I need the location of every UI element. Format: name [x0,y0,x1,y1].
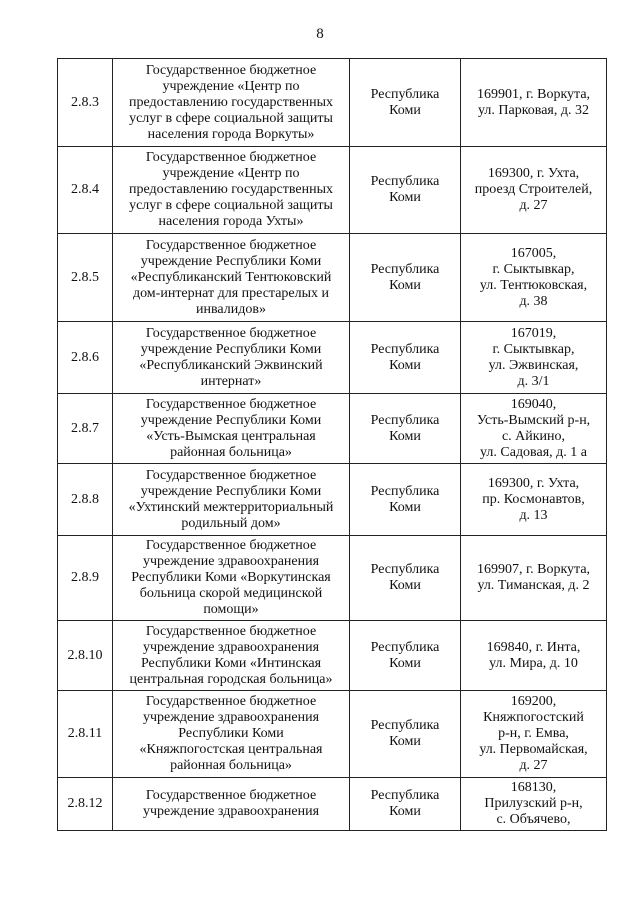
row-number: 2.8.5 [58,234,113,322]
address [461,234,607,322]
address-line: ул. Тиманская, д. 2 [477,578,590,593]
name-line: предоставлению государственных [129,182,333,197]
address-line: 169901, г. Воркута, [476,86,591,102]
region [350,322,461,394]
region-line: Коми [389,734,421,749]
region-line: Коми [389,578,421,593]
row-number: 2.8.6 [58,322,113,394]
address-line: 169200, [510,694,557,709]
address-line: ул. Парковая, д. 32 [478,102,589,118]
institution-name [113,322,350,394]
address-line: д. 27 [519,198,548,213]
region [350,778,461,831]
address [461,464,607,536]
institutions-table [57,58,607,831]
name-line: учреждение здравоохранения [142,710,320,725]
name-line: Государственное бюджетное [145,325,317,341]
address-line: 169040, [510,396,557,412]
address-line: с. Айкино, [501,428,566,444]
name-line: населения города Воркуты» [147,126,315,142]
region-line: Республика [370,174,440,189]
row-number: 2.8.7 [58,394,113,464]
table-row [58,394,607,464]
region-line: Республика [370,788,440,803]
region-line: Коми [389,655,421,671]
institution-name [113,778,350,831]
address-line: проезд Строителей, [474,182,593,197]
row-number: 2.8.4 [58,147,113,234]
address-line: г. Сыктывкар, [492,261,575,277]
table-row [58,147,607,234]
region [350,234,461,322]
name-line: учреждение Республики Коми [140,483,322,499]
region-line: Коми [389,428,421,444]
region [350,621,461,691]
address-line: 169300, г. Ухта, [487,166,580,181]
name-line: учреждение Республики Коми [140,412,322,428]
row-number: 2.8.11 [58,691,113,778]
region-line: Республика [370,639,440,655]
table-row [58,536,607,621]
address-line: ул. Эжвинская, [488,357,579,373]
name-line: Республики Коми «Интинская [140,655,322,671]
address-line: д. 3/1 [517,373,550,389]
name-line: Государственное бюджетное [145,396,317,412]
region-line: Республика [370,86,440,102]
name-line: Государственное бюджетное [145,467,317,483]
region-line: Коми [389,499,421,515]
address-line: 169300, г. Ухта, [487,475,580,491]
name-line: Республики Коми [178,726,284,741]
address [461,621,607,691]
name-line: «Республиканский Эжвинский [139,357,323,373]
name-line: «Ухтинский межтерриториальный [128,499,334,515]
name-line: помощи» [203,602,259,617]
name-line: интернат» [200,373,262,389]
name-line: учреждение Республики Коми [140,341,322,357]
address [461,59,607,147]
name-line: районная больница» [170,758,292,773]
region-line: Коми [389,804,421,819]
region-line: Республика [370,562,440,577]
name-line: родильный дом» [181,515,281,531]
table-row [58,621,607,691]
row-number: 2.8.10 [58,621,113,691]
name-line: учреждение «Центр по [162,78,300,94]
region-line: Коми [389,190,421,205]
table-row [58,59,607,147]
region [350,464,461,536]
institution-name [113,691,350,778]
address-line: д. 38 [519,293,548,309]
region [350,691,461,778]
name-line: больница скорой медицинской [139,586,323,601]
institution-name [113,464,350,536]
address-line: ул. Садовая, д. 1 а [480,444,587,460]
row-number: 2.8.9 [58,536,113,621]
institution-name [113,234,350,322]
address-line: р-н, г. Емва, [498,726,569,741]
region-line: Республика [370,718,440,733]
address-line: 168130, [510,780,557,795]
name-line: Государственное бюджетное [145,150,317,165]
address [461,147,607,234]
address [461,778,607,831]
name-line: учреждение Республики Коми [140,253,322,269]
address [461,691,607,778]
name-line: учреждение «Центр по [162,166,300,181]
name-line: предоставлению государственных [129,94,333,110]
row-number: 2.8.3 [58,59,113,147]
name-line: учреждение здравоохранения [142,639,320,655]
address-line: 169840, г. Инта, [486,639,581,655]
institution-name [113,147,350,234]
name-line: учреждение здравоохранения [142,804,320,819]
address [461,394,607,464]
name-line: Государственное бюджетное [145,694,317,709]
name-line: районная больница» [170,444,292,460]
name-line: учреждение здравоохранения [142,554,320,569]
institution-name [113,59,350,147]
region [350,536,461,621]
name-line: населения города Ухты» [158,214,304,229]
name-line: Государственное бюджетное [145,237,317,253]
address [461,536,607,621]
address-line: Княжпогостский [483,710,584,725]
name-line: «Усть-Вымская центральная [146,428,316,444]
institution-name [113,621,350,691]
region [350,394,461,464]
name-line: центральная городская больница» [129,671,333,687]
row-number: 2.8.8 [58,464,113,536]
institution-name [113,394,350,464]
address-line: Усть-Вымский р-н, [476,412,591,428]
row-number: 2.8.12 [58,778,113,831]
table-row [58,464,607,536]
name-line: дом-интернат для престарелых и [132,285,330,301]
address-line: ул. Мира, д. 10 [489,655,578,671]
address-line: Прилузский р-н, [484,796,583,811]
table-row [58,322,607,394]
name-line: Республики Коми «Воркутинская [131,570,331,585]
address-line: ул. Первомайская, [479,742,588,757]
address [461,322,607,394]
address-line: ул. Тентюковская, [479,277,588,293]
name-line: Государственное бюджетное [145,788,317,803]
address-line: д. 27 [519,758,548,773]
region-line: Республика [370,341,440,357]
region-line: Коми [389,277,421,293]
name-line: Государственное бюджетное [145,538,317,553]
address-line: с. Объячево, [496,812,571,827]
region [350,59,461,147]
name-line: «Республиканский Тентюковский [130,269,332,285]
table-row [58,691,607,778]
name-line: услуг в сфере социальной защиты [129,198,333,213]
name-line: услуг в сфере социальной защиты [129,110,333,126]
page-number: 8 [316,26,324,42]
name-line: Государственное бюджетное [145,623,317,639]
institution-name [113,536,350,621]
region [350,147,461,234]
name-line: инвалидов» [196,301,266,317]
name-line: «Княжпогостская центральная [139,742,323,757]
address-line: 169907, г. Воркута, [476,562,591,577]
region-line: Республика [370,261,440,277]
region-line: Коми [389,102,421,118]
table-row [58,234,607,322]
address-line: г. Сыктывкар, [492,341,575,357]
table-row [58,778,607,831]
name-line: Государственное бюджетное [145,62,317,78]
address-line: пр. Космонавтов, [482,491,585,507]
region-line: Республика [370,412,440,428]
region-line: Республика [370,483,440,499]
address-line: 167005, [510,245,557,261]
address-line: 167019, [510,325,557,341]
region-line: Коми [389,357,421,373]
address-line: д. 13 [519,507,548,523]
